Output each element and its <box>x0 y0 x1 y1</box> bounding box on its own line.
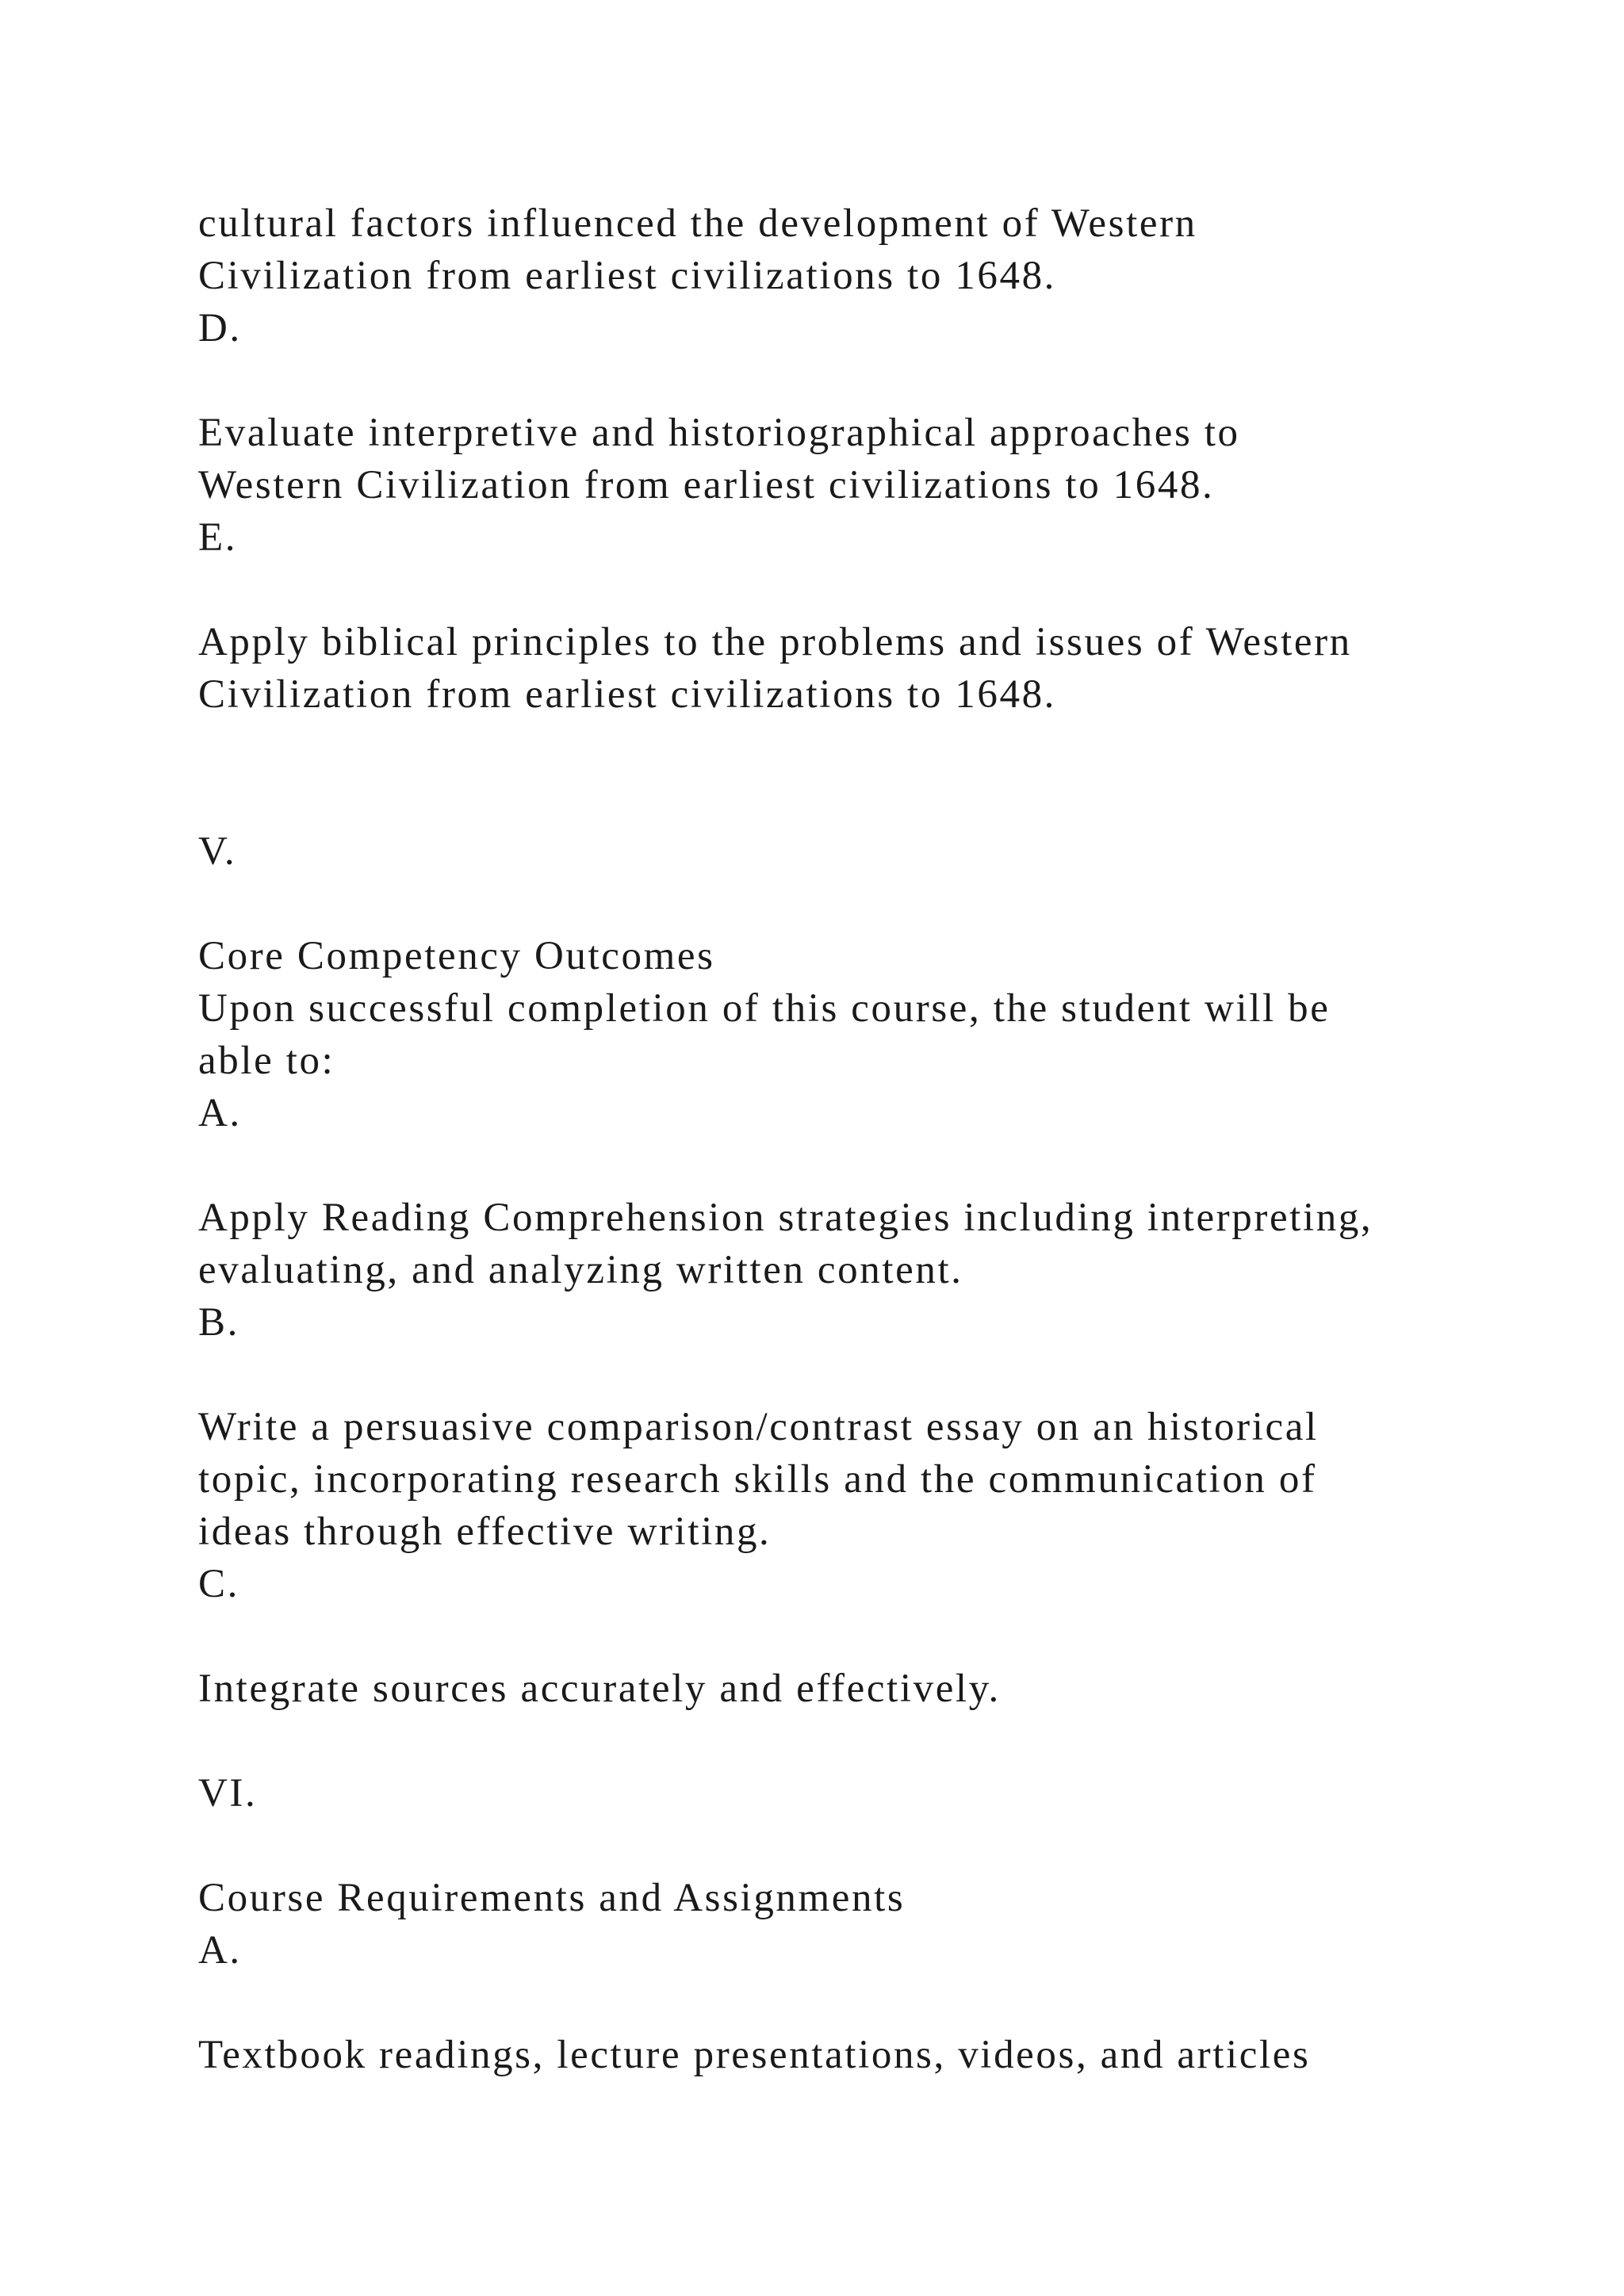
list-marker: A. <box>198 1928 242 1973</box>
text-line: Apply biblical principles to the problems and issues of Western <box>198 620 1352 664</box>
text-line: Civilization from earliest civilizations to 1648. <box>198 254 1057 298</box>
section-heading: Core Competency Outcomes <box>198 934 715 978</box>
text-line: Civilization from earliest civilizations to 1648. <box>198 672 1057 717</box>
text-line: cultural factors influenced the development of Western <box>198 201 1197 246</box>
list-marker: B. <box>198 1300 239 1345</box>
list-marker: C. <box>198 1562 239 1606</box>
section-heading: Course Requirements and Assignments <box>198 1876 906 1920</box>
text-line: able to: <box>198 1039 335 1083</box>
section-number: V. <box>198 829 237 874</box>
list-marker: E. <box>198 515 238 560</box>
text-line: ideas through effective writing. <box>198 1510 772 1554</box>
text-line: Integrate sources accurately and effectively. <box>198 1667 1001 1711</box>
text-line: evaluating, and analyzing written content. <box>198 1248 963 1292</box>
text-line: Evaluate interpretive and historiographical approaches to <box>198 411 1240 455</box>
section-number: VI. <box>198 1771 258 1816</box>
text-line: Apply Reading Comprehension strategies including interpreting, <box>198 1196 1373 1240</box>
text-line: topic, incorporating research skills and the communication of <box>198 1457 1317 1502</box>
text-line: Write a persuasive comparison/contrast essay on an historical <box>198 1405 1319 1449</box>
text-line: Textbook readings, lecture presentations, videos, and articles <box>198 2033 1311 2077</box>
list-marker: D. <box>198 306 242 350</box>
text-line: Western Civilization from earliest civilizations to 1648. <box>198 463 1215 507</box>
list-marker: A. <box>198 1091 242 1135</box>
text-line: Upon successful completion of this course, the student will be <box>198 986 1331 1031</box>
